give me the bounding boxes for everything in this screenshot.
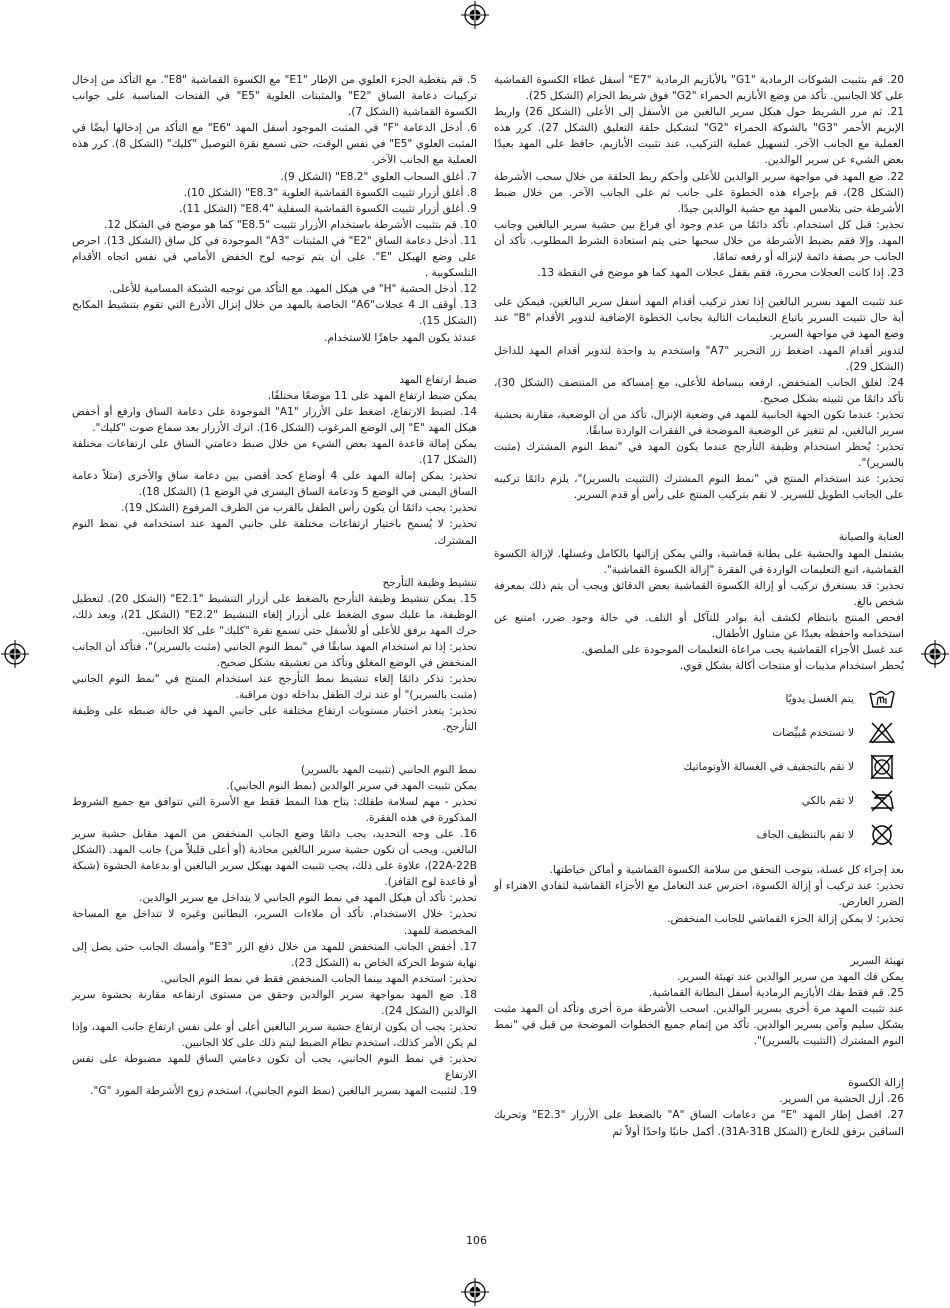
step-20: 20. قم بتثبيت الشوكات الرمادية "G1" بالأبازيم الرمادية "E7" أسفل غطاء الكسوة القماشية على كلا الجانبين. تأكد من وضع الأبازيم الحمراء "G2" فوق شريط الحزام (الشكل 25). <box>494 74 904 103</box>
section-title-care: العناية والصيانة <box>838 531 904 544</box>
step-14: 14. لضبط الارتفاع، اضغط على الأزرار "A1" الموجودة على دعامة الساق وارفع أو أخفض هيكل المهد "E" إلى الوضع المرغوب (الشكل 16). اترك الأزرار بعد سماع صوت "كليك". <box>72 405 477 434</box>
no-bleach-icon <box>868 721 896 745</box>
info-paragraph: لتدوير أقدام المهد، اضغط زر التحرير "A7" واستخدم يد واحدة لتدوير أقدام المهد للداخل (الشكل 29). <box>494 344 905 373</box>
height-paragraph: يمكن إمالة قاعدة المهد بعض الشيء من خلال ضبط دعامتي الساق على ارتفاعات مختلفة (الشكل 17). <box>72 437 477 467</box>
care-paragraph: افحص المنتج بانتظام لكشف أية بوادر للتآكل أو التلف. في حالة وجود ضرر، امتنع عن استخدامه واحفظه بعيدًا عن متناول الأطفال. <box>494 611 904 640</box>
section-title-rocking: تنشيط وظيفة التأرجح <box>382 576 477 589</box>
registration-mark-top <box>461 1 489 29</box>
step-11: 11. أدخل دعامة الساق "E2" في المثبتات "A3" الموجودة في كل ساق (الشكل 13). احرص على وضع الهيكل "E". على أن يتم توجيه لوح الخفض الأمامي في نفس اتجاه الأقدام التلسكوبية . <box>72 234 478 280</box>
care-symbol-label: لا تقم بالكي <box>801 795 854 808</box>
care-paragraph: عند غسل الأجزاء القماشية يجب مراعاة التعليمات الموجودة على الملصق. <box>581 644 904 657</box>
care-symbol-label: لا تقم بالتجفيف في الغسالة الأوتوماتيك <box>683 761 854 774</box>
step-10: 10. قم بتثبيت الأشرطة باستخدام الأزرار تثبيت "E8.5" كما هو موضح في الشكل 12. <box>103 218 477 231</box>
step-15: 15. يمكن تنشيط وظيفة التأرجح بالضغط على أزرار التنشيط "E2.1" (الشكل 20). لتعطيل الوظيفة، ما عليك سوى الضغط على أزرار إلغاء التنشيط "E2.2" (الشكل 21)، وبعد ذلك، حرك المهد برفق للأعلى أو للأسفل حتى تسمع نقرة "كليك" على كلا الجانبين. <box>72 592 477 637</box>
warning: تحذير: يمكن إمالة المهد على 4 أوضاع كحد أقصى بين دعامة ساق والأخرى (مثلاً دعامة الساق اليمنى في الوضع 5 ودعامة الساق اليسرى في الوضع 1) (الشكل 18). <box>72 470 478 499</box>
warning: تحذير: يُحظر استخدام وظيفة التأرجح عندما يكون المهد في "نمط النوم المشترك (مثبت بالسرير)". <box>494 441 904 470</box>
warning: تحذير: يجب أن يكون ارتفاع حشية سرير البالغين أعلى أو على نفس ارتفاع جانب المهد، وإذا لم يكن الأمر كذلك، استخدم نظام الضبط ليتم ذلك على كلا الجانبين. <box>72 1021 477 1050</box>
step-21: 21. ثم مرر الشريط حول هيكل سرير البالغين من الأسفل إلى الأعلى (الشكل 26) واربط الإبزيم الأحمر "G3" بالشوكة الحمراء "G2" لتشكيل حلقة التعليق (الشكل 27). كرر هذه العملية مع الجانب الآخر. لتسهيل عملية التركيب، عند تثبيت الأبازيم، حافظ على المهد بعيدًا بعض الشيء عن سرير الوالدين. <box>494 106 904 167</box>
warning: تحذير: قبل كل استخدام. تأكد دائمًا من عدم وجود أي فراغ بين حشية سرير البالغين وجانب المهد. وإلا فقم بضبط الأشرطة من خلال سحبها حتى يتم استعادة الشرط المطلوب. تأكد أن الجانب حر بصفة دائمة لإنزاله أو رفعه تمامًا. <box>494 218 904 264</box>
warning: تحذير: عندما تكون الجهة الجانبية للمهد في وضعية الإنزال، تأكد من أن الوضعية، مقارنة بحشية سرير البالغين، لم تتغير عن الوضعية الموضحة في الفقرات الواردة سابقًا. <box>494 408 904 437</box>
warning: تحذير: يتعذر اختيار مستويات ارتفاع مختلفة على جانبي المهد في حالة ضبطه على وظيفة التأرجح. <box>72 705 477 734</box>
warning: تحذير: عند تركيب أو إزالة الكسوة، احترس عند التعامل مع الأجزاء القماشية لتفادي الاهتراء أو الضرر العارض. <box>494 880 904 909</box>
no-dry-clean-icon <box>868 823 896 847</box>
bed-paragraph: عند تثبيت المهد مرة أخرى بسرير الوالدين. اسحب الأشرطة مرة أخرى وتأكد أن المهد مثبت بشكل سليم وآمن بسرير الوالدين. تأكد من إتمام جميع الخطوات الموضحة من قبل في "نمط النوم المشترك (التثبيت بالسرير)". <box>494 1002 904 1048</box>
section-title-height: ضبط ارتفاع المهد <box>399 373 477 386</box>
section-title-bed: تهيئة السرير <box>850 954 904 967</box>
care-paragraph: بعد إجراء كل غسلة، يتوجب التحقق من سلامة الكسوة القماشية و أماكن خياطتها. <box>549 864 904 877</box>
warning: تحذير: تأكد أن هيكل المهد في نمط النوم الجانبي لا يتداخل مع سرير الوالدين. <box>139 892 477 905</box>
care-symbol-row <box>494 716 904 750</box>
step-7: 7. أغلق السحاب العلوي "E8.2" (الشكل 9). <box>280 170 477 183</box>
step-23: 23. إذا كانت العجلات محررة، فقم بقفل عجلات المهد كما هو موضح في النقطة 13. <box>537 267 904 280</box>
section-title-side-sleep: نمط النوم الجانبي (تثبيت المهد بالسرير) <box>300 763 477 776</box>
warning: تحذير: لا يُسمح باختيار ارتفاعات مختلفة على جانبي المهد عند استخدامه في نمط النوم المشترك. <box>72 518 477 547</box>
warning: تحذير - مهم لسلامة طفلك: يتاح هذا النمط فقط مع الأسرة التي تتوافق مع جميع الشروط المذكورة في هذه الفقرة. <box>72 795 477 824</box>
warning: تحذير: في نمط النوم الجانبي، يجب أن تكون دعامتي الساق للمهد مضبوطة على نفس الارتفاع <box>72 1053 477 1082</box>
registration-mark-bottom <box>461 1278 489 1306</box>
registration-mark-left <box>1 640 29 668</box>
care-symbols-list <box>494 682 904 852</box>
step-19: 19. لتثبيت المهد بسرير البالغين (نمط النوم الجانبي)، استخدم زوج الأشرطة المورد "G". <box>90 1085 477 1098</box>
care-symbol-row <box>494 750 904 784</box>
no-tumble-dry-icon <box>868 755 896 779</box>
step-6: 6. أدخل الدعامة "F" في المثبت الموجود أسفل المهد "E6" مع التأكد من إدخالها أيضًا في المثبت العلوي "E5" في نفس الوقت، حتى تسمع نقرة التوصيل "كليك" (الشكل 8). كرر هذه العملية مع الجانب الآخر. <box>72 122 477 167</box>
warning: تحذير: تذكر دائمًا إلغاء تنشيط نمط التأرجح عند استخدام المنتج في "نمط النوم الجانبي (مثبت بالسرير)" أو عند ترك الطفل بداخله دون مراقبة. <box>72 673 477 702</box>
care-paragraph: يُحظر استخدام مذيبات أو منتجات أكالة بشكل قوي. <box>679 660 904 673</box>
step-17: 17. أخفض الجانب المنخفض للمهد من خلال دفع الزر "E3" وأمسك الجانب حتى يصل إلى نهاية شوط الحركة الخاص به (الشكل 23). <box>72 940 477 969</box>
step-24: 24. لغلق الجانب المنخفض، ارفعه ببساطة للأعلى، مع إمساكه من المنتصف (الشكل 30)، تأكد دائمًا من تثبيته بشكل صحيح. <box>494 376 904 405</box>
side-paragraph: يمكن تثبيت المهد في سرير الوالدين (نمط النوم الجانبي). <box>226 779 477 792</box>
no-iron-icon <box>868 789 896 813</box>
bed-paragraph: يمكن فك المهد من سرير الوالدين عند تهيئة السرير. <box>677 970 904 983</box>
ready-note: عندئذ يكون المهد جاهزًا للاستخدام. <box>324 331 477 344</box>
step-27: 27. افصل إطار المهد "E" من دعامات الساق "A" بالضغط على الأزرار "E2.3" وتحريك الساقين برفق للخارج (الشكل 31A-31B). أكمل جانبًا واحدًا أولاً ثم <box>494 1109 904 1138</box>
step-16: 16. على وجه التحديد، يجب دائمًا وضع الجانب المنخفض من المهد مقابل حشية سرير البالغين. ويجب أن تكون حشية سرير البالغين محاذية (أو أعلى قليلاً من) جانب المهد. (الشكل 22A-22B)، علاوة على ذلك، يجب تثبيت المهد بهيكل سرير البالغين أو بدعامة الحشوة (شبكة أو قاعدة لوح القافز). <box>72 827 477 889</box>
step-5: 5. قم بتغطية الجزء العلوي من الإطار "E1" مع الكسوة القماشية "E8". مع التأكد من إدخال تركيبات دعامة الساق "E2" والمثبتات العلوية "E5" في الفتحات المناسبة على جوانب الكسوة القماشية (الشكل 7). <box>72 74 477 119</box>
info-paragraph: عند تثبيت المهد بسرير البالغين إذا تعذر تركيب أقدام المهد أسفل سرير البالغين، فيمكن على أية حال تثبيت السرير باتباع التعليمات التالية بجانب الخطوة الإضافية لتدوير الأقدام "B" عند وضع المهد في مواجهة السرير. <box>494 296 904 341</box>
left-column <box>72 72 477 1100</box>
step-18: 18. ضع المهد بمواجهة سرير الوالدين وحقق من مستوى ارتفاعه مقارنة بحشوة سرير الوالدين (الشكل 24). <box>72 988 477 1017</box>
warning: تحذير: خلال الاستخدام. تأكد أن ملاءات السرير، البطانين وغيره لا تتداخل مع المساحة المخصصة للمهد. <box>72 908 477 937</box>
care-symbol-label: لا تستخدم مُبيِّضات <box>772 727 854 740</box>
care-symbol-row <box>494 818 904 852</box>
step-9: 9. أغلق أزرار تثبيت الكسوة القماشية السفلية "E8.4" (الشكل 11). <box>179 202 477 215</box>
step-22: 22. ضع المهد في مواجهة سرير الوالدين للأعلى وأحكم ربط الحلقة من خلال سحب الأشرطة (الشكل 28)، قم بإجراء هذه الخطوة على جانب ثم على الجانب الآخر. من خلال ضبط الأشرطة حتى يتلامس المهد مع حشية الوالدين جيدًا. <box>494 170 904 215</box>
height-paragraph: يمكن ضبط ارتفاع المهد على 11 موضعًا مختلفًا. <box>267 389 477 402</box>
step-8: 8. أغلق أزرار تثبيت الكسوة القماشية العلوية "E8.3" (الشكل 10). <box>183 186 477 199</box>
care-paragraph: يشتمل المهد والحشية على بطانة قماشية، والتي يمكن إزالتها بالكامل وغسلها. لإزالة الكسوة القماشية، اتبع التعليمات الواردة في الفقرة "إزالة الكسوة القماشية". <box>494 547 904 576</box>
step-25: 25. قم فقط بفك الأبازيم الرمادية أسفل البطانة القماشية. <box>648 986 904 999</box>
warning: تحذير: يجب دائمًا أن يكون رأس الطفل بالقرب من الطرف المرفوع (الشكل 19). <box>121 502 477 515</box>
warning: تحذير: استخدم المهد بينما الجانب المنخفض فقط في نمط النوم الجانبي. <box>160 972 477 985</box>
care-symbol-label: يتم الغسل يدويًا <box>785 693 854 706</box>
care-symbol-label: لا تقم بالتنظيف الجاف <box>756 829 854 842</box>
warning: تحذير: لا يمكن إزالة الجزء القماشي للجانب المنخفض. <box>667 912 904 925</box>
registration-mark-right <box>921 640 949 668</box>
care-symbol-row <box>494 784 904 818</box>
warning: تحذير: إذا تم استخدام المهد سابقًا في "نمط النوم الجانبي (مثبت بالسرير)"، فتأكد أن الجانب المنخفض في الوضع المغلق وتأكد من تعشيقه بشكل صحيح. <box>72 641 477 670</box>
warning: تحذير: قد يستغرق تركيب أو إزالة الكسوة القماشية بعض الدقائق ويجب أن يتم ذلك بمعرفة شخص بالغ. <box>494 579 904 608</box>
right-column <box>494 72 904 1140</box>
hand-wash-icon <box>868 687 896 711</box>
section-title-cover: إزالة الكسوة <box>848 1077 904 1090</box>
care-symbol-row <box>494 682 904 716</box>
page-number: 106 <box>466 1234 487 1247</box>
step-12: 12. أدخل الحشية "H" في هيكل المهد. مع التأكد من توجيه الشبكة المسامية للأعلى. <box>108 283 477 296</box>
warning: تحذير: عند استخدام المنتج في "نمط النوم المشترك (التثبيت بالسرير)"، يلزم دائمًا تركيبه على الجانب الطويل للسرير. لا تقم بتركيب المنتج على رأس أو قدم السرير. <box>494 473 904 502</box>
step-26: 26. أزل الحشية من السرير. <box>779 1093 904 1106</box>
step-13: 13. أوقف الـ 4 عجلات"A6" الخاصة بالمهد من خلال إنزال الأذرع التي تقوم بتنشيط المكابح (الشكل 15). <box>72 299 477 328</box>
